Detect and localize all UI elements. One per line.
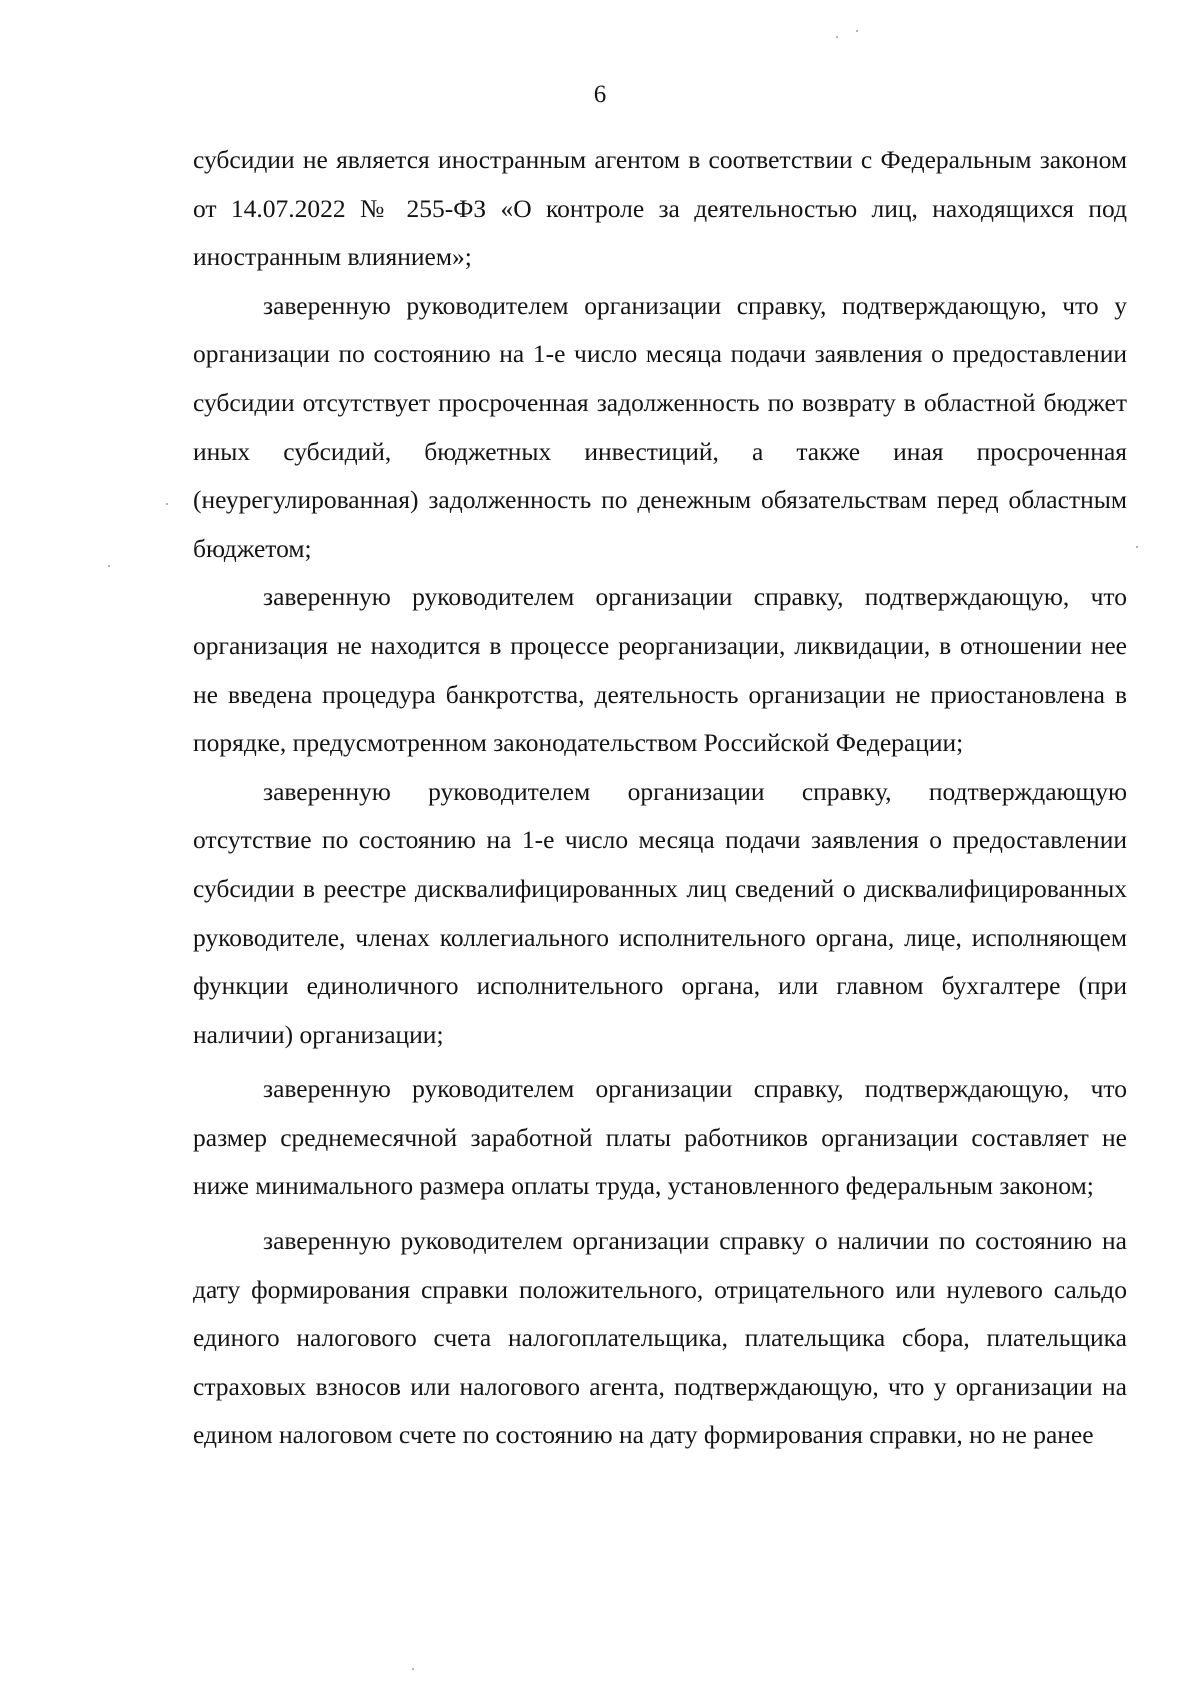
scan-speck bbox=[108, 565, 110, 567]
paragraph-continuation: субсидии не является иностранным агентом в соответствии с Федеральным законом от 14.07.2022 № 255-ФЗ «О контроле за деятельностью лиц, находящихся под иностранным влиянием»; bbox=[193, 145, 1127, 272]
page-number: 6 bbox=[593, 81, 607, 108]
paragraph-average-salary: заверенную руководителем организации справку, подтверждающую, что размер среднемесячной заработной платы работников организации составляет не ниже минимального размера оплаты труда, установленного федеральным законом; bbox=[193, 1074, 1127, 1201]
scan-speck bbox=[1136, 546, 1138, 548]
scan-speck bbox=[836, 36, 838, 38]
document-body bbox=[193, 136, 1127, 1460]
paragraph-no-overdue-debt: заверенную руководителем организации справку, подтверждающую, что у организации по состоянию на 1-е число месяца подачи заявления о предоставлении субсидии отсутствует просроченная задолженность по возврату в областной бюджет иных субсидий, бюджетных инвестиций, а также иная просроченная (неурегулированная) задолженность по денежным обязательствам перед областным бюджетом; bbox=[193, 290, 1127, 563]
paragraph-tax-account-balance: заверенную руководителем организации справку о наличии по состоянию на дату формирования справки положительного, отрицательного или нулевого сальдо единого налогового счета налогоплательщика, плательщика сбора, плательщика страховых взносов или налогового агента, подтверждающую, что у организации на едином налоговом счете по состоянию на дату формирования справки, но не ранее bbox=[193, 1226, 1127, 1450]
scan-speck bbox=[856, 30, 858, 32]
scan-speck bbox=[166, 503, 168, 505]
scan-speck bbox=[412, 1668, 414, 1670]
paragraph-no-reorganization: заверенную руководителем организации справку, подтверждающую, что организация не находится в процессе реорганизации, ликвидации, в отношении нее не введена процедура банкротства, деятельность организации не приостановлена в порядке, предусмотренном законодательством Российской Федерации; bbox=[193, 582, 1127, 758]
paragraph-no-disqualified-persons: заверенную руководителем организации справку, подтверждающую отсутствие по состоянию на 1-е число месяца подачи заявления о предоставлении субсидии в реестре дисквалифицированных лиц сведений о дисквалифицированных руководителе, членах коллегиального исполнительного органа, лице, исполняющем функции единоличного исполнительного органа, или главном бухгалтере (при наличии) организации; bbox=[193, 776, 1127, 1049]
